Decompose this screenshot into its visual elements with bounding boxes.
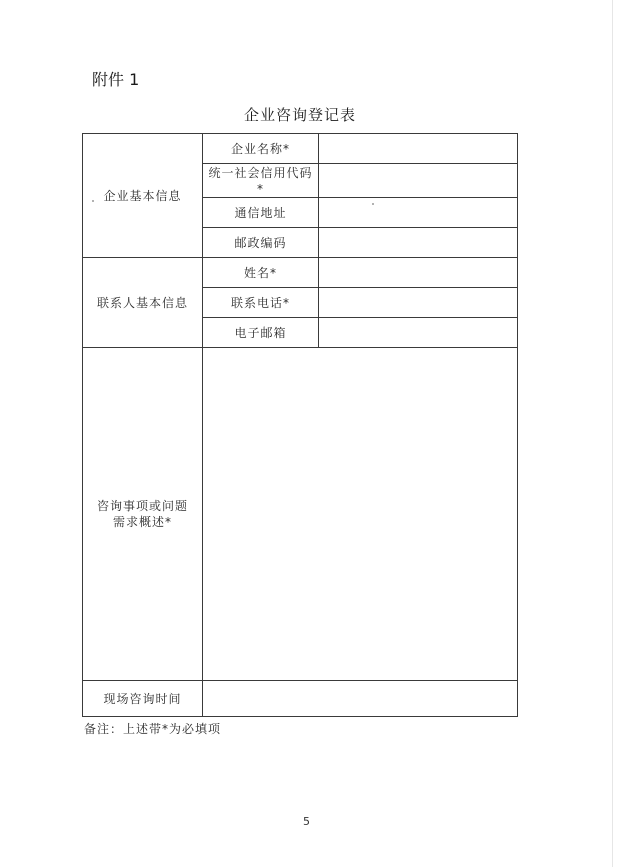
company-info-group-label: 企业基本信息 — [83, 134, 203, 258]
table-row — [83, 348, 518, 681]
inquiry-label: 咨询事项或问题需求概述* — [83, 348, 203, 681]
postal-code-label: 邮政编码 — [203, 228, 319, 258]
contact-name-field[interactable] — [319, 258, 518, 288]
table-row — [83, 681, 518, 717]
contact-name-label: 姓名* — [203, 258, 319, 288]
table-row — [83, 134, 518, 164]
onsite-time-label: 现场咨询时间 — [83, 681, 203, 717]
email-label: 电子邮箱 — [203, 318, 319, 348]
company-name-label: 企业名称* — [203, 134, 319, 164]
address-field[interactable] — [319, 198, 518, 228]
scan-speck — [92, 200, 94, 202]
table-row — [83, 258, 518, 288]
phone-field[interactable] — [319, 288, 518, 318]
page-number: 5 — [303, 815, 310, 828]
inquiry-field[interactable] — [203, 348, 518, 681]
onsite-time-field[interactable] — [203, 681, 518, 717]
form-title: 企业咨询登记表 — [243, 106, 356, 124]
registration-table — [82, 133, 518, 717]
credit-code-label: 统一社会信用代码* — [203, 164, 319, 198]
email-field[interactable] — [319, 318, 518, 348]
credit-code-field[interactable] — [319, 164, 518, 198]
scan-speck — [372, 203, 374, 205]
phone-label: 联系电话* — [203, 288, 319, 318]
contact-info-group-label: 联系人基本信息 — [83, 258, 203, 348]
footnote: 备注：上述带*为必填项 — [84, 722, 222, 736]
company-name-field[interactable] — [319, 134, 518, 164]
postal-code-field[interactable] — [319, 228, 518, 258]
address-label: 通信地址 — [203, 198, 319, 228]
attachment-label: 附件 1 — [92, 70, 140, 89]
